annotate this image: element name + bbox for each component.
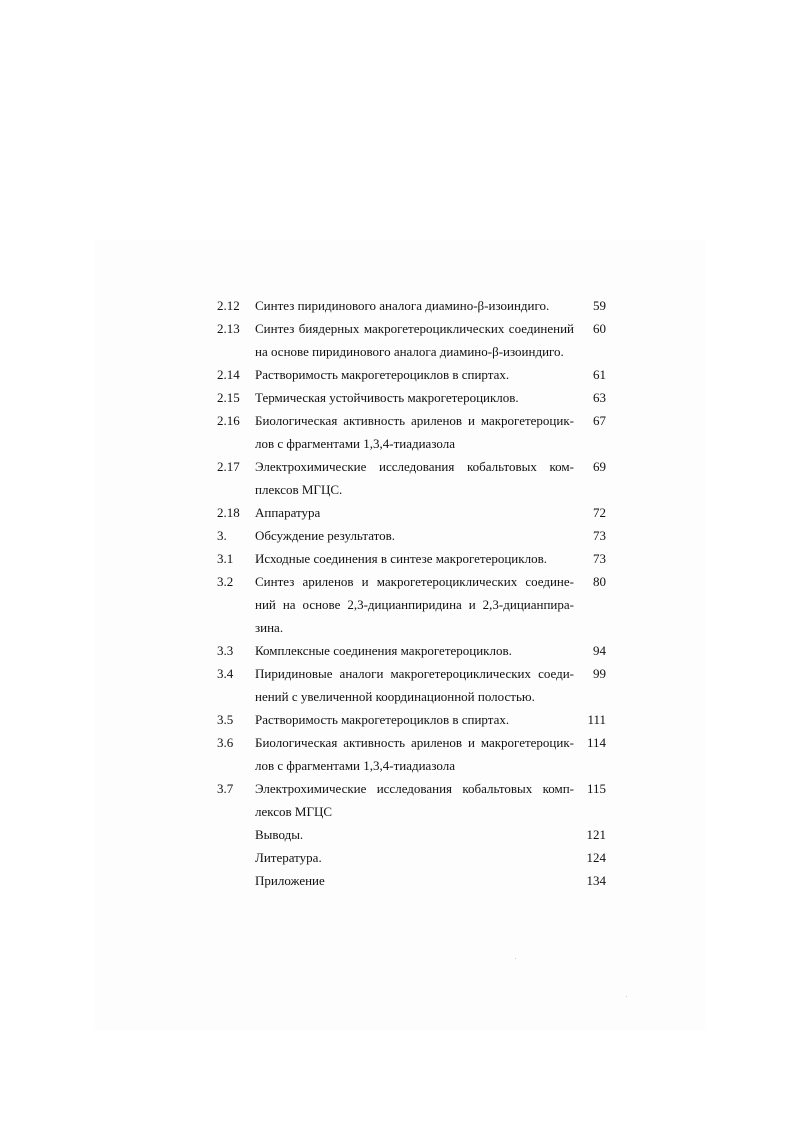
scan-speck	[515, 958, 516, 959]
toc-page-number: 67	[593, 413, 606, 428]
toc-section-title	[255, 547, 574, 570]
toc-entry	[217, 708, 612, 731]
toc-page-number: 61	[593, 367, 606, 382]
toc-title-line: на основе пиридинового аналога диамино-β-изоиндиго.	[255, 344, 564, 359]
toc-section-title	[255, 294, 574, 317]
toc-entry	[217, 363, 612, 386]
toc-title-line: Электрохимические исследования кобальтовых ком-	[255, 459, 574, 474]
toc-page-number: 60	[593, 321, 606, 336]
toc-entry	[217, 317, 612, 363]
toc-section-title	[255, 777, 574, 823]
toc-entry	[217, 823, 612, 846]
toc-title-line: Синтез ариленов и макрогетероциклических соедине-	[255, 574, 574, 589]
toc-section-title	[255, 846, 574, 869]
toc-section-title	[255, 524, 574, 547]
toc-section-title	[255, 708, 574, 731]
toc-section-title	[255, 455, 574, 501]
toc-title-line: Выводы.	[255, 827, 304, 842]
toc-title-line: лов с фрагментами 1,3,4-тиадиазола	[255, 758, 455, 773]
toc-entry	[217, 639, 612, 662]
toc-section-number: 3.1	[217, 551, 234, 566]
toc-title-line: Электрохимические исследования кобальтовых комп-	[255, 781, 574, 796]
toc-entry	[217, 547, 612, 570]
toc-page-number: 59	[593, 298, 606, 313]
toc-entry	[217, 455, 612, 501]
toc-section-title	[255, 317, 574, 363]
toc-title-line: Биологическая активность ариленов и макрогетероцик-	[255, 735, 574, 750]
toc-entry	[217, 570, 612, 639]
scan-speck	[626, 996, 627, 997]
toc-section-title	[255, 570, 574, 639]
toc-section-number: 2.13	[217, 321, 240, 336]
toc-title-line: Литература.	[255, 850, 322, 865]
toc-title-line: Исходные соединения в синтезе макрогетероциклов.	[255, 551, 547, 566]
toc-title-line: лов с фрагментами 1,3,4-тиадиазола	[255, 436, 455, 451]
toc-section-number: 3.7	[217, 781, 234, 796]
toc-entry	[217, 386, 612, 409]
toc-section-title	[255, 869, 574, 892]
toc-section-number: 2.14	[217, 367, 240, 382]
toc-section-number: 3.5	[217, 712, 234, 727]
toc-entry	[217, 524, 612, 547]
toc-section-title	[255, 386, 574, 409]
toc-section-title	[255, 731, 574, 777]
toc-title-line: Обсуждение результатов.	[255, 528, 396, 543]
toc-title-line: Аппаратура	[255, 505, 321, 520]
toc-entry	[217, 662, 612, 708]
toc-section-number: 2.16	[217, 413, 240, 428]
toc-page-number: 69	[593, 459, 606, 474]
table-of-contents	[217, 294, 612, 892]
toc-page-number: 63	[593, 390, 606, 405]
toc-title-line: зина.	[255, 620, 284, 635]
toc-page-number: 99	[593, 666, 606, 681]
toc-entry	[217, 501, 612, 524]
toc-section-number: 2.17	[217, 459, 240, 474]
toc-section-number: 2.15	[217, 390, 240, 405]
toc-page-number: 94	[593, 643, 606, 658]
toc-section-title	[255, 363, 574, 386]
toc-entry	[217, 294, 612, 317]
toc-section-number: 2.12	[217, 298, 240, 313]
toc-page-number: 73	[593, 551, 606, 566]
toc-section-number: 2.18	[217, 505, 240, 520]
toc-entry	[217, 846, 612, 869]
toc-entry	[217, 731, 612, 777]
toc-section-number: 3.3	[217, 643, 234, 658]
toc-page-number: 80	[593, 574, 606, 589]
toc-entry	[217, 869, 612, 892]
toc-page-number: 121	[586, 827, 606, 842]
toc-entry	[217, 409, 612, 455]
toc-page-number: 134	[586, 873, 606, 888]
toc-section-title	[255, 823, 574, 846]
toc-title-line: ний на основе 2,3-дицианпиридина и 2,3-дицианпира-	[255, 597, 574, 612]
toc-section-number: 3.	[217, 528, 227, 543]
toc-entry	[217, 777, 612, 823]
toc-page-number: 72	[593, 505, 606, 520]
toc-title-line: Растворимость макрогетероциклов в спиртах.	[255, 712, 510, 727]
toc-title-line: нений с увеличенной координационной полостью.	[255, 689, 535, 704]
toc-section-number: 3.4	[217, 666, 234, 681]
toc-section-number: 3.6	[217, 735, 234, 750]
toc-title-line: Синтез пиридинового аналога диамино-β-изоиндиго.	[255, 298, 550, 313]
toc-section-title	[255, 639, 574, 662]
toc-title-line: Приложение	[255, 873, 325, 888]
toc-title-line: Пиридиновые аналоги макрогетероциклических соеди-	[255, 666, 574, 681]
toc-page-number: 124	[586, 850, 606, 865]
toc-section-title	[255, 501, 574, 524]
toc-title-line: Комплексные соединения макрогетероциклов.	[255, 643, 512, 658]
toc-title-line: Термическая устойчивость макрогетероциклов.	[255, 390, 519, 405]
toc-section-title	[255, 409, 574, 455]
toc-title-line: Биологическая активность ариленов и макрогетероцик-	[255, 413, 574, 428]
toc-title-line: лексов МГЦС	[255, 804, 333, 819]
toc-page-number: 114	[586, 735, 606, 750]
toc-title-line: Синтез биядерных макрогетероциклических соединений	[255, 321, 574, 336]
toc-section-number: 3.2	[217, 574, 234, 589]
toc-section-title	[255, 662, 574, 708]
toc-title-line: Растворимость макрогетероциклов в спиртах.	[255, 367, 510, 382]
toc-title-line: плексов МГЦС.	[255, 482, 343, 497]
toc-page-number: 111	[587, 712, 606, 727]
toc-page-number: 115	[586, 781, 606, 796]
toc-page-number: 73	[593, 528, 606, 543]
